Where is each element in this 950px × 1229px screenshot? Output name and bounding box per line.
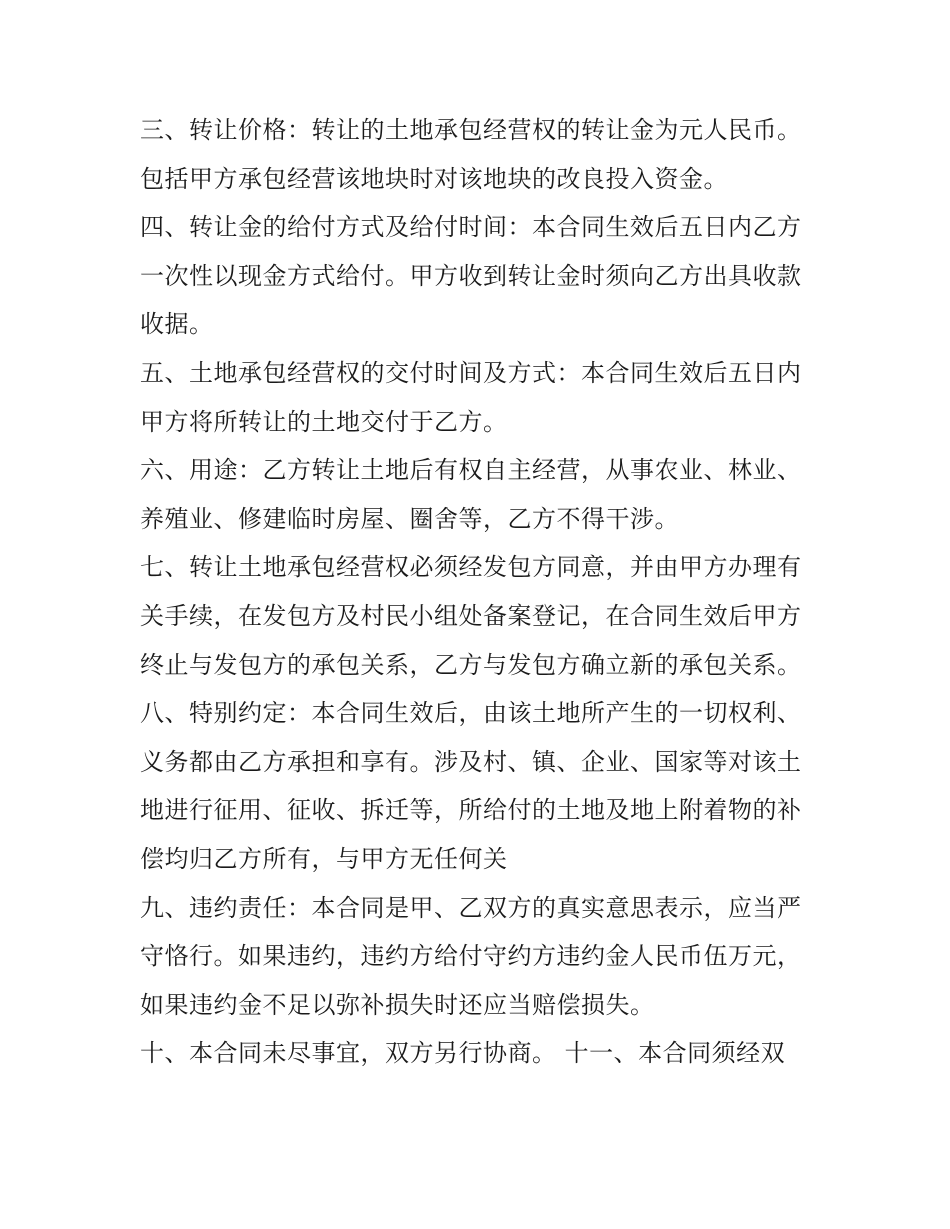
text-line: 甲方将所转让的土地交付于乙方。 [140,407,508,436]
text-line: 如果违约金不足以弥补损失时还应当赔偿损失。 [140,990,655,1019]
text-line: 包括甲方承包经营该地块时对该地块的改良投入资金。 [140,164,728,193]
contract-body [140,106,820,1078]
text-line: 五、土地承包经营权的交付时间及方式：本合同生效后五日内 [140,358,802,387]
text-line: 地进行征用、征收、拆迁等，所给付的土地及地上附着物的补 [140,796,802,825]
text-line: 守恪行。如果违约，违约方给付守约方违约金人民币伍万元， [140,942,802,971]
text-line: 四、转让金的给付方式及给付时间：本合同生效后五日内乙方 [140,213,802,242]
text-line: 一次性以现金方式给付。甲方收到转让金时须向乙方出具收款 [140,261,802,290]
text-line: 八、特别约定：本合同生效后，由该土地所产生的一切权利、 [140,699,802,728]
text-line: 十、本合同未尽事宜，双方另行协商。 十一、本合同须经双 [140,1039,786,1068]
text-line: 三、转让价格：转让的土地承包经营权的转让金为元人民币。 [140,116,802,144]
text-line: 偿均归乙方所有，与甲方无任何关 [140,844,508,873]
text-line: 七、转让土地承包经营权必须经发包方同意，并由甲方办理有 [140,553,802,582]
text-line: 九、违约责任：本合同是甲、乙双方的真实意思表示，应当严 [140,893,802,922]
text-line: 终止与发包方的承包关系，乙方与发包方确立新的承包关系。 [140,650,802,679]
text-line: 养殖业、修建临时房屋、圈舍等，乙方不得干涉。 [140,504,679,533]
text-line: 关手续，在发包方及村民小组处备案登记，在合同生效后甲方 [140,601,802,630]
text-line: 六、用途：乙方转让土地后有权自主经营，从事农业、林业、 [140,456,802,485]
text-line: 义务都由乙方承担和享有。涉及村、镇、企业、国家等对该土 [140,747,802,776]
text-line: 收据。 [140,310,214,339]
